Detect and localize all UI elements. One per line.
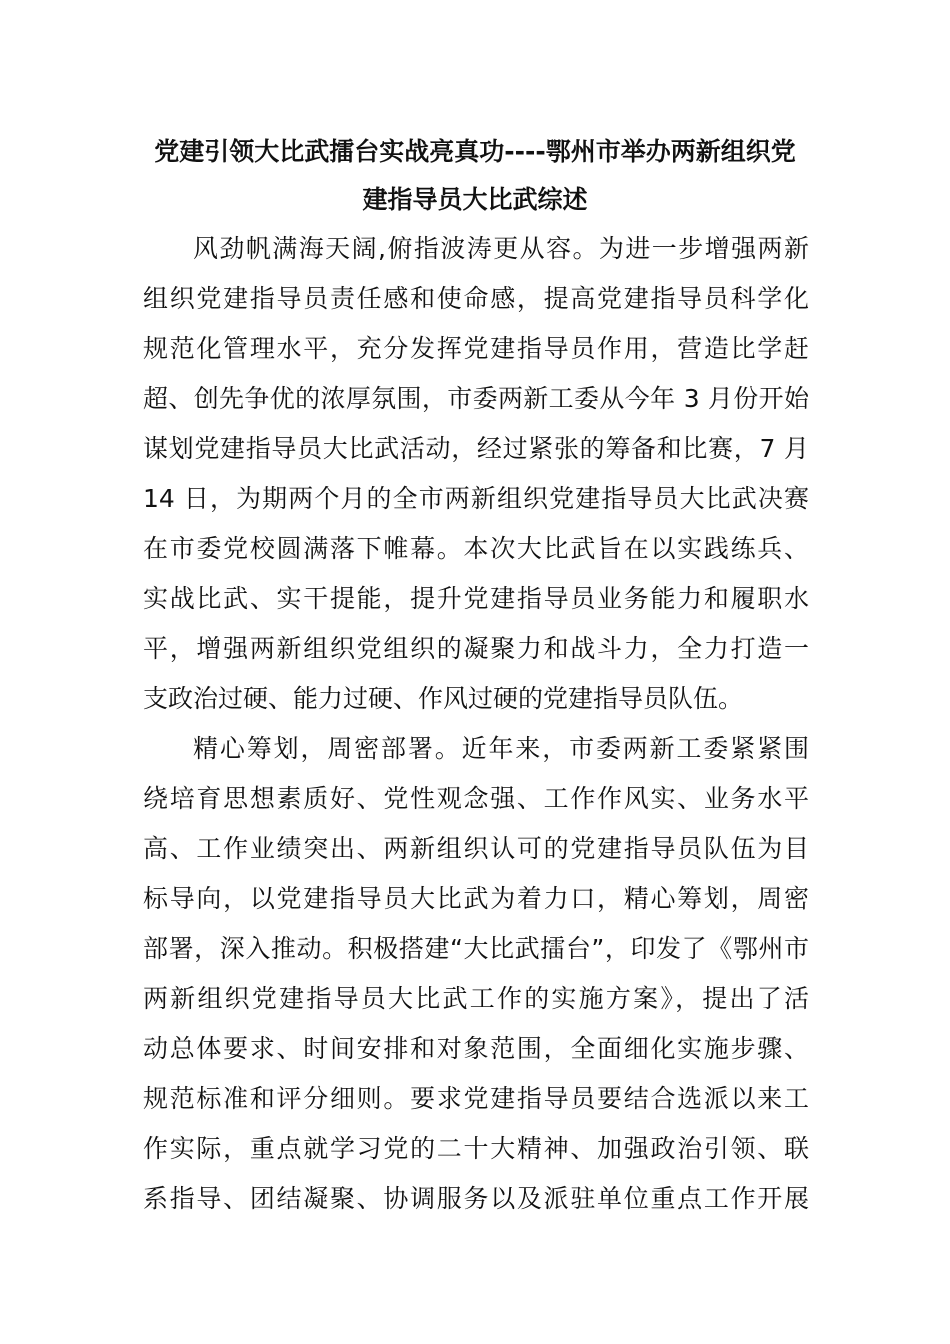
paragraph-line: 系指导、团结凝聚、协调服务以及派驻单位重点工作开展 <box>143 1184 809 1213</box>
paragraph-line: 风劲帆满海天阔,俯指波涛更从容。为进一步增强两新 <box>193 234 809 263</box>
paragraph-line: 平，增强两新组织党组织的凝聚力和战斗力，全力打造一 <box>143 634 809 663</box>
paragraph-line: 支政治过硬、能力过硬、作风过硬的党建指导员队伍。 <box>143 684 744 713</box>
paragraph-line: 绕培育思想素质好、党性观念强、工作作风实、业务水平 <box>143 784 809 813</box>
paragraph-line: 组织党建指导员责任感和使命感，提高党建指导员科学化 <box>143 284 809 313</box>
document-title-line-1: 党建引领大比武擂台实战亮真功----鄂州市举办两新组织党 <box>154 137 796 166</box>
paragraph-line: 超、创先争优的浓厚氛围，市委两新工委从今年 3 月份开始 <box>143 384 809 413</box>
paragraph-line: 谋划党建指导员大比武活动，经过紧张的筹备和比赛，7 月 <box>143 434 809 463</box>
document-title-line-2: 建指导员大比武综述 <box>362 185 588 214</box>
paragraph-line: 两新组织党建指导员大比武工作的实施方案》，提出了活 <box>143 984 809 1013</box>
paragraph-line: 精心筹划，周密部署。近年来，市委两新工委紧紧围 <box>193 734 809 763</box>
paragraph-line: 实战比武、实干提能，提升党建指导员业务能力和履职水 <box>143 584 809 613</box>
paragraph-line: 规范化管理水平，充分发挥党建指导员作用，营造比学赶 <box>143 334 809 363</box>
paragraph-line: 高、工作业绩突出、两新组织认可的党建指导员队伍为目 <box>143 834 809 863</box>
paragraph-line: 规范标准和评分细则。要求党建指导员要结合选派以来工 <box>143 1084 809 1113</box>
paragraph-line: 动总体要求、时间安排和对象范围，全面细化实施步骤、 <box>143 1034 809 1063</box>
paragraph-line: 14 日，为期两个月的全市两新组织党建指导员大比武决赛 <box>143 484 809 513</box>
paragraph-line: 在市委党校圆满落下帷幕。本次大比武旨在以实践练兵、 <box>143 534 809 563</box>
paragraph-line: 部署，深入推动。积极搭建“大比武擂台”，印发了《鄂州市 <box>143 934 809 963</box>
paragraph-line: 作实际，重点就学习党的二十大精神、加强政治引领、联 <box>143 1134 809 1163</box>
paragraph-line: 标导向，以党建指导员大比武为着力口，精心筹划，周密 <box>143 884 809 913</box>
